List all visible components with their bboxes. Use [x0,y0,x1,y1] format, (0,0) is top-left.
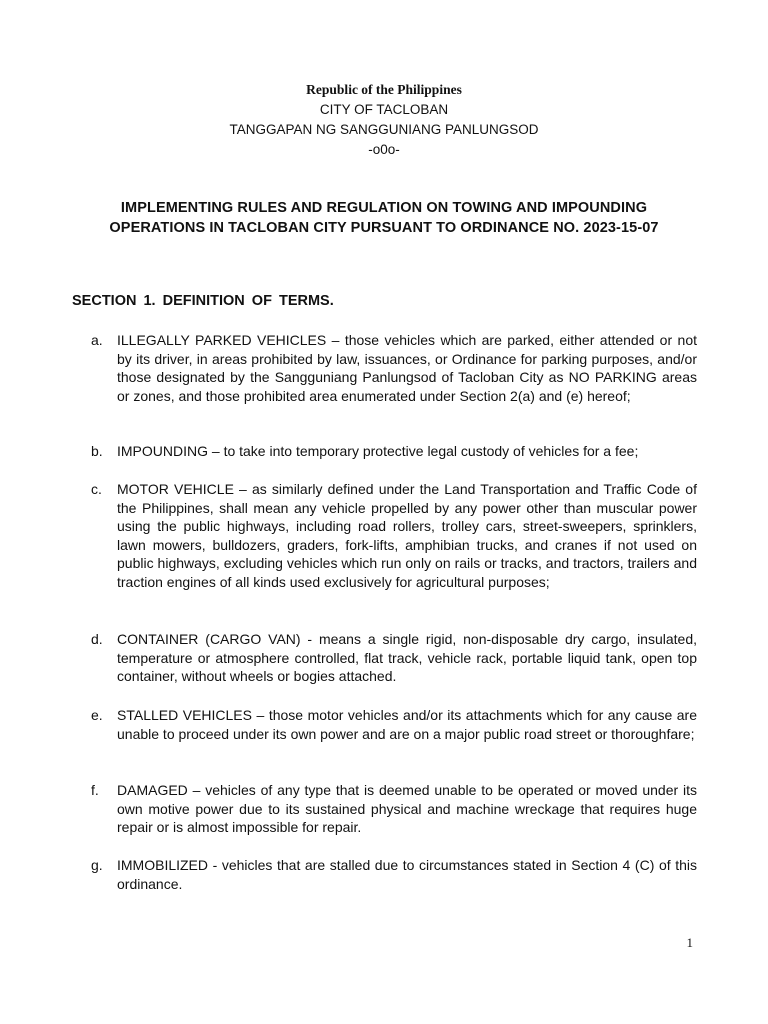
item-text: IMMOBILIZED - vehicles that are stalled due to circumstances stated in Section 4 (C) of this ordinance. [117,857,697,892]
item-marker: f. [91,782,99,798]
document-title [70,198,698,238]
definition-item-e [91,706,697,743]
page-number: 1 [686,935,693,950]
item-marker: g. [91,857,103,873]
title-line-2: OPERATIONS IN TACLOBAN CITY PURSUANT TO ORDINANCE NO. 2023-15-07 [109,220,659,236]
office-line: TANGGAPAN NG SANGGUNIANG PANLUNGSOD [229,122,539,137]
letterhead [0,80,768,160]
item-text: MOTOR VEHICLE – as similarly defined under the Land Transportation and Traffic Code of the Philippines, shall mean any vehicle propelled by any power other than muscular power using the public highways, including road rollers, trolley cars, street-sweepers, sprinklers, lawn mowers, bulldozers, graders, fork-lifts, amphibian trucks, and cranes if not used on public highways, excluding vehicles which run only on rails or tracks, and tractors, trailers and traction engines of all kinds used exclusively for agricultural purposes; [117,481,697,590]
definition-item-f [91,781,697,837]
item-marker: d. [91,631,103,647]
definition-item-g [91,856,697,893]
item-text: DAMAGED – vehicles of any type that is deemed unable to be operated or moved under its own motive power due to its sustained physical and machine wreckage that requires huge repair or is almost impossible for repair. [117,782,697,835]
title-line-1: IMPLEMENTING RULES AND REGULATION ON TOWING AND IMPOUNDING [120,200,648,216]
ornament-line: -o0o- [368,142,400,157]
definition-item-d [91,630,697,686]
definition-item-c [91,480,697,591]
section-heading: SECTION 1. DEFINITION OF TERMS. [72,293,334,309]
city-line: CITY OF TACLOBAN [319,102,449,117]
item-marker: c. [91,481,102,497]
item-marker: b. [91,443,103,459]
item-text: STALLED VEHICLES – those motor vehicles and/or its attachments which for any cause are unable to proceed under its own power and are on a major public road street or thoroughfare; [117,707,697,742]
item-marker: a. [91,332,103,348]
definition-item-a [91,331,697,405]
definition-item-b [91,442,697,461]
republic-line: Republic of the Philippines [306,82,462,97]
item-marker: e. [91,707,103,723]
item-text: CONTAINER (CARGO VAN) - means a single rigid, non-disposable dry cargo, insulated, temperature or atmosphere controlled, flat track, vehicle rack, portable liquid tank, open top container, without wheels or bogies attached. [117,631,697,684]
item-text: IMPOUNDING – to take into temporary protective legal custody of vehicles for a fee; [117,443,639,459]
item-text: ILLEGALLY PARKED VEHICLES – those vehicles which are parked, either attended or not by its driver, in areas prohibited by law, issuances, or Ordinance for parking purposes, and/or those designated by the Sangguniang Panlungsod of Tacloban City as NO PARKING areas or zones, and those prohibited area enumerated under Section 2(a) and (e) hereof; [117,332,697,404]
